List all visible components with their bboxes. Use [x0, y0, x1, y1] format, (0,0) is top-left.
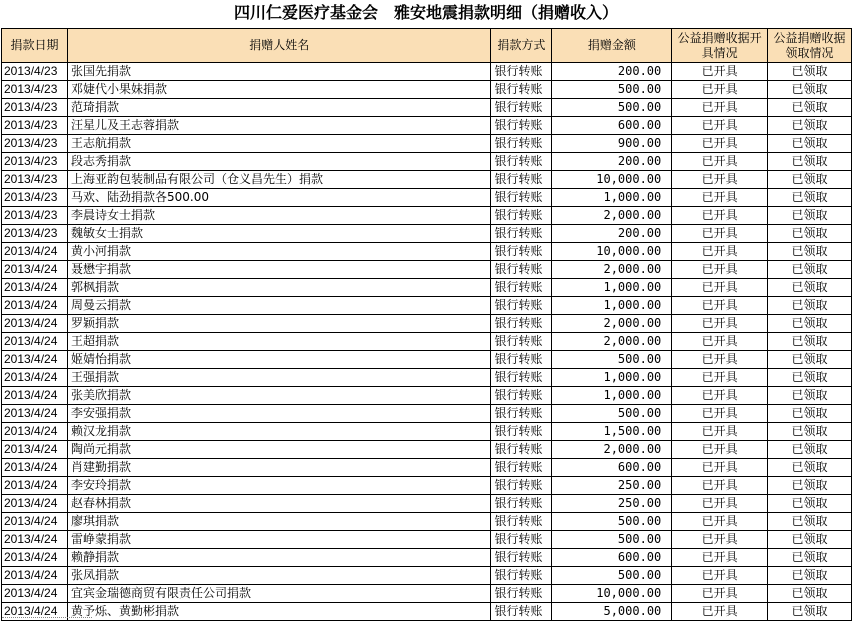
receipt-collected-cell[interactable]: 已领取: [768, 225, 852, 243]
table-row[interactable]: [2, 405, 852, 423]
donation-method-cell[interactable]: 银行转账: [491, 477, 552, 495]
donor-name-cell[interactable]: 罗颖捐款: [67, 315, 490, 333]
donation-method-cell[interactable]: 银行转账: [491, 603, 552, 621]
table-row[interactable]: [2, 423, 852, 441]
donation-method-cell[interactable]: 银行转账: [491, 117, 552, 135]
amount-cell[interactable]: 500.00: [552, 81, 672, 99]
amount-cell[interactable]: 500.00: [552, 513, 672, 531]
table-row[interactable]: [2, 153, 852, 171]
receipt-collected-cell[interactable]: 已领取: [768, 171, 852, 189]
receipt-issued-cell[interactable]: 已开具: [672, 135, 768, 153]
table-row[interactable]: [2, 81, 852, 99]
amount-cell[interactable]: 500.00: [552, 351, 672, 369]
column-header-method[interactable]: 捐款方式: [491, 29, 552, 63]
receipt-issued-cell[interactable]: 已开具: [672, 171, 768, 189]
donation-date-cell[interactable]: 2013/4/24: [2, 531, 68, 549]
donation-method-cell[interactable]: 银行转账: [491, 549, 552, 567]
donation-date-cell[interactable]: 2013/4/24: [2, 513, 68, 531]
donor-name-cell[interactable]: 赖汉龙捐款: [67, 423, 490, 441]
donor-name-cell[interactable]: 王超捐款: [67, 333, 490, 351]
table-row[interactable]: [2, 585, 852, 603]
receipt-issued-cell[interactable]: 已开具: [672, 243, 768, 261]
amount-cell[interactable]: 2,000.00: [552, 333, 672, 351]
donation-method-cell[interactable]: 银行转账: [491, 243, 552, 261]
donation-date-cell[interactable]: 2013/4/23: [2, 99, 68, 117]
table-row[interactable]: [2, 495, 852, 513]
amount-cell[interactable]: 600.00: [552, 549, 672, 567]
receipt-issued-cell[interactable]: 已开具: [672, 189, 768, 207]
receipt-issued-cell[interactable]: 已开具: [672, 369, 768, 387]
donor-name-cell[interactable]: 上海亚韵包装制品有限公司（仓义昌先生）捐款: [67, 171, 490, 189]
donation-method-cell[interactable]: 银行转账: [491, 315, 552, 333]
donation-date-cell[interactable]: 2013/4/24: [2, 567, 68, 585]
receipt-collected-cell[interactable]: 已领取: [768, 441, 852, 459]
table-row[interactable]: [2, 117, 852, 135]
donation-table: [1, 28, 852, 621]
amount-cell[interactable]: 500.00: [552, 567, 672, 585]
donation-date-cell[interactable]: 2013/4/24: [2, 441, 68, 459]
receipt-issued-cell[interactable]: 已开具: [672, 351, 768, 369]
donor-name-cell[interactable]: 雷峥蒙捐款: [67, 531, 490, 549]
donation-method-cell[interactable]: 银行转账: [491, 297, 552, 315]
column-header-date[interactable]: 捐款日期: [2, 29, 68, 63]
amount-cell[interactable]: 10,000.00: [552, 243, 672, 261]
donation-date-cell[interactable]: 2013/4/24: [2, 423, 68, 441]
donation-method-cell[interactable]: 银行转账: [491, 495, 552, 513]
receipt-collected-cell[interactable]: 已领取: [768, 279, 852, 297]
donation-date-cell[interactable]: 2013/4/23: [2, 63, 68, 81]
donation-method-cell[interactable]: 银行转账: [491, 585, 552, 603]
donation-method-cell[interactable]: 银行转账: [491, 351, 552, 369]
receipt-issued-cell[interactable]: 已开具: [672, 279, 768, 297]
donation-date-cell[interactable]: 2013/4/24: [2, 405, 68, 423]
table-row[interactable]: [2, 135, 852, 153]
receipt-issued-cell[interactable]: 已开具: [672, 153, 768, 171]
amount-cell[interactable]: 250.00: [552, 477, 672, 495]
table-row[interactable]: [2, 531, 852, 549]
amount-cell[interactable]: 2,000.00: [552, 261, 672, 279]
donation-date-cell[interactable]: 2013/4/23: [2, 225, 68, 243]
receipt-collected-cell[interactable]: 已领取: [768, 81, 852, 99]
donation-method-cell[interactable]: 银行转账: [491, 225, 552, 243]
donation-method-cell[interactable]: 银行转账: [491, 153, 552, 171]
amount-cell[interactable]: 900.00: [552, 135, 672, 153]
donation-method-cell[interactable]: 银行转账: [491, 261, 552, 279]
table-row[interactable]: [2, 549, 852, 567]
page-title: 四川仁爱医疗基金会 雅安地震捐款明细（捐赠收入）: [233, 3, 618, 22]
donation-date-cell[interactable]: 2013/4/24: [2, 585, 68, 603]
receipt-collected-cell[interactable]: 已领取: [768, 189, 852, 207]
amount-cell[interactable]: 200.00: [552, 63, 672, 81]
donation-method-cell[interactable]: 银行转账: [491, 531, 552, 549]
donor-name-cell[interactable]: 黄小河捐款: [67, 243, 490, 261]
receipt-collected-cell[interactable]: 已领取: [768, 117, 852, 135]
column-header-receipt-collected[interactable]: 公益捐赠收据领取情况: [768, 29, 852, 63]
receipt-collected-cell[interactable]: 已领取: [768, 513, 852, 531]
receipt-collected-cell[interactable]: 已领取: [768, 459, 852, 477]
donor-name-cell[interactable]: 张凤捐款: [67, 567, 490, 585]
amount-cell[interactable]: 10,000.00: [552, 171, 672, 189]
receipt-issued-cell[interactable]: 已开具: [672, 261, 768, 279]
receipt-issued-cell[interactable]: 已开具: [672, 549, 768, 567]
receipt-issued-cell[interactable]: 已开具: [672, 81, 768, 99]
donation-method-cell[interactable]: 银行转账: [491, 405, 552, 423]
donor-name-cell[interactable]: 魏敏女士捐款: [67, 225, 490, 243]
table-row[interactable]: [2, 189, 852, 207]
amount-cell[interactable]: 1,000.00: [552, 279, 672, 297]
receipt-issued-cell[interactable]: 已开具: [672, 531, 768, 549]
donation-date-cell[interactable]: 2013/4/24: [2, 261, 68, 279]
receipt-collected-cell[interactable]: 已领取: [768, 315, 852, 333]
receipt-collected-cell[interactable]: 已领取: [768, 477, 852, 495]
amount-cell[interactable]: 500.00: [552, 99, 672, 117]
amount-cell[interactable]: 2,000.00: [552, 315, 672, 333]
donor-name-cell[interactable]: 范琦捐款: [67, 99, 490, 117]
donation-date-cell[interactable]: 2013/4/24: [2, 549, 68, 567]
donation-date-cell[interactable]: 2013/4/23: [2, 171, 68, 189]
donor-name-cell[interactable]: 周曼云捐款: [67, 297, 490, 315]
receipt-collected-cell[interactable]: 已领取: [768, 405, 852, 423]
receipt-issued-cell[interactable]: 已开具: [672, 405, 768, 423]
receipt-collected-cell[interactable]: 已领取: [768, 135, 852, 153]
receipt-collected-cell[interactable]: 已领取: [768, 153, 852, 171]
receipt-issued-cell[interactable]: 已开具: [672, 297, 768, 315]
donation-date-cell[interactable]: 2013/4/24: [2, 495, 68, 513]
donation-date-cell[interactable]: 2013/4/23: [2, 189, 68, 207]
donor-name-cell[interactable]: 赖静捐款: [67, 549, 490, 567]
table-row[interactable]: [2, 243, 852, 261]
receipt-issued-cell[interactable]: 已开具: [672, 477, 768, 495]
donor-name-cell[interactable]: 马欢、陆劲捐款各500.00: [67, 189, 490, 207]
table-row[interactable]: [2, 63, 852, 81]
donation-date-cell[interactable]: 2013/4/23: [2, 117, 68, 135]
amount-cell[interactable]: 1,000.00: [552, 297, 672, 315]
donation-date-cell[interactable]: 2013/4/23: [2, 207, 68, 225]
table-row[interactable]: [2, 99, 852, 117]
donor-name-cell[interactable]: 王志航捐款: [67, 135, 490, 153]
table-row[interactable]: [2, 513, 852, 531]
table-row[interactable]: [2, 297, 852, 315]
donation-method-cell[interactable]: 银行转账: [491, 567, 552, 585]
amount-cell[interactable]: 500.00: [552, 405, 672, 423]
receipt-collected-cell[interactable]: 已领取: [768, 333, 852, 351]
amount-cell[interactable]: 1,000.00: [552, 369, 672, 387]
receipt-collected-cell[interactable]: 已领取: [768, 387, 852, 405]
receipt-collected-cell[interactable]: 已领取: [768, 63, 852, 81]
table-row[interactable]: [2, 459, 852, 477]
table-row[interactable]: [2, 477, 852, 495]
donation-date-cell[interactable]: 2013/4/24: [2, 243, 68, 261]
amount-cell[interactable]: 600.00: [552, 459, 672, 477]
receipt-collected-cell[interactable]: 已领取: [768, 369, 852, 387]
donation-method-cell[interactable]: 银行转账: [491, 333, 552, 351]
amount-cell[interactable]: 1,500.00: [552, 423, 672, 441]
table-row[interactable]: [2, 207, 852, 225]
receipt-issued-cell[interactable]: 已开具: [672, 387, 768, 405]
donation-method-cell[interactable]: 银行转账: [491, 171, 552, 189]
table-row[interactable]: [2, 369, 852, 387]
donation-method-cell[interactable]: 银行转账: [491, 207, 552, 225]
table-row[interactable]: [2, 315, 852, 333]
amount-cell[interactable]: 500.00: [552, 531, 672, 549]
receipt-collected-cell[interactable]: 已领取: [768, 99, 852, 117]
receipt-collected-cell[interactable]: 已领取: [768, 585, 852, 603]
receipt-collected-cell[interactable]: 已领取: [768, 351, 852, 369]
table-row[interactable]: [2, 261, 852, 279]
receipt-issued-cell[interactable]: 已开具: [672, 63, 768, 81]
receipt-issued-cell[interactable]: 已开具: [672, 225, 768, 243]
donation-date-cell[interactable]: 2013/4/24: [2, 297, 68, 315]
donation-method-cell[interactable]: 银行转账: [491, 459, 552, 477]
donor-name-cell[interactable]: 张国先捐款: [67, 63, 490, 81]
donor-name-cell[interactable]: 陶尚元捐款: [67, 441, 490, 459]
donation-date-cell[interactable]: 2013/4/24: [2, 459, 68, 477]
donor-name-cell[interactable]: 赵春林捐款: [67, 495, 490, 513]
donation-date-cell[interactable]: 2013/4/24: [2, 351, 68, 369]
receipt-issued-cell[interactable]: 已开具: [672, 333, 768, 351]
amount-cell[interactable]: 5,000.00: [552, 603, 672, 621]
receipt-issued-cell[interactable]: 已开具: [672, 585, 768, 603]
amount-cell[interactable]: 200.00: [552, 153, 672, 171]
donation-date-cell[interactable]: 2013/4/24: [2, 369, 68, 387]
donor-name-cell[interactable]: 聂懋宇捐款: [67, 261, 490, 279]
column-header-receipt-issued[interactable]: 公益捐赠收据开具情况: [672, 29, 768, 63]
donor-name-cell[interactable]: 李晨诗女士捐款: [67, 207, 490, 225]
table-row[interactable]: [2, 567, 852, 585]
donor-name-cell[interactable]: 段志秀捐款: [67, 153, 490, 171]
donor-name-cell[interactable]: 宜宾金瑞德商贸有限责任公司捐款: [67, 585, 490, 603]
donation-date-cell[interactable]: 2013/4/24: [2, 477, 68, 495]
donation-method-cell[interactable]: 银行转账: [491, 387, 552, 405]
table-row[interactable]: [2, 441, 852, 459]
receipt-issued-cell[interactable]: 已开具: [672, 315, 768, 333]
receipt-collected-cell[interactable]: 已领取: [768, 495, 852, 513]
donation-method-cell[interactable]: 银行转账: [491, 369, 552, 387]
donation-method-cell[interactable]: 银行转账: [491, 81, 552, 99]
donation-method-cell[interactable]: 银行转账: [491, 63, 552, 81]
amount-cell[interactable]: 1,000.00: [552, 189, 672, 207]
amount-cell[interactable]: 10,000.00: [552, 585, 672, 603]
receipt-issued-cell[interactable]: 已开具: [672, 441, 768, 459]
amount-cell[interactable]: 250.00: [552, 495, 672, 513]
table-row[interactable]: [2, 351, 852, 369]
donor-name-cell[interactable]: 廖琪捐款: [67, 513, 490, 531]
donor-name-cell[interactable]: 姬婧怡捐款: [67, 351, 490, 369]
receipt-issued-cell[interactable]: 已开具: [672, 567, 768, 585]
receipt-collected-cell[interactable]: 已领取: [768, 207, 852, 225]
donation-method-cell[interactable]: 银行转账: [491, 279, 552, 297]
table-row[interactable]: [2, 603, 852, 621]
table-row[interactable]: [2, 279, 852, 297]
column-header-donor-name[interactable]: 捐赠人姓名: [67, 29, 490, 63]
receipt-collected-cell[interactable]: 已领取: [768, 603, 852, 621]
header-row: [2, 29, 852, 63]
receipt-issued-cell[interactable]: 已开具: [672, 99, 768, 117]
receipt-collected-cell[interactable]: 已领取: [768, 549, 852, 567]
donor-name-cell[interactable]: 郭枫捐款: [67, 279, 490, 297]
donation-method-cell[interactable]: 银行转账: [491, 513, 552, 531]
donation-method-cell[interactable]: 银行转账: [491, 99, 552, 117]
receipt-collected-cell[interactable]: 已领取: [768, 243, 852, 261]
donation-date-cell[interactable]: 2013/4/23: [2, 135, 68, 153]
receipt-collected-cell[interactable]: 已领取: [768, 567, 852, 585]
table-row[interactable]: [2, 333, 852, 351]
receipt-collected-cell[interactable]: 已领取: [768, 423, 852, 441]
donor-name-cell[interactable]: 李安玲捐款: [67, 477, 490, 495]
donor-name-cell[interactable]: 黄予烁、黄勤彬捐款: [67, 603, 490, 621]
donation-date-cell[interactable]: 2013/4/23: [2, 153, 68, 171]
amount-cell[interactable]: 2,000.00: [552, 441, 672, 459]
donation-date-cell[interactable]: 2013/4/24: [2, 333, 68, 351]
column-header-amount[interactable]: 捐赠金额: [552, 29, 672, 63]
receipt-collected-cell[interactable]: 已领取: [768, 261, 852, 279]
donation-method-cell[interactable]: 银行转账: [491, 441, 552, 459]
donation-method-cell[interactable]: 银行转账: [491, 135, 552, 153]
amount-cell[interactable]: 2,000.00: [552, 207, 672, 225]
donation-method-cell[interactable]: 银行转账: [491, 423, 552, 441]
donation-date-cell[interactable]: 2013/4/23: [2, 81, 68, 99]
donor-name-cell[interactable]: 李安强捐款: [67, 405, 490, 423]
amount-cell[interactable]: 200.00: [552, 225, 672, 243]
donation-date-cell[interactable]: 2013/4/24: [2, 279, 68, 297]
receipt-collected-cell[interactable]: 已领取: [768, 297, 852, 315]
receipt-issued-cell[interactable]: 已开具: [672, 459, 768, 477]
table-row[interactable]: [2, 171, 852, 189]
donation-date-cell[interactable]: 2013/4/24: [2, 315, 68, 333]
donation-method-cell[interactable]: 银行转账: [491, 189, 552, 207]
donor-name-cell[interactable]: 汪星儿及王志蓉捐款: [67, 117, 490, 135]
table-row[interactable]: [2, 387, 852, 405]
next-row-fragment: [2, 617, 92, 622]
amount-cell[interactable]: 600.00: [552, 117, 672, 135]
receipt-issued-cell[interactable]: 已开具: [672, 117, 768, 135]
donor-name-cell[interactable]: 肖建勤捐款: [67, 459, 490, 477]
donor-name-cell[interactable]: 张美欣捐款: [67, 387, 490, 405]
donor-name-cell[interactable]: 王强捐款: [67, 369, 490, 387]
receipt-issued-cell[interactable]: 已开具: [672, 423, 768, 441]
receipt-collected-cell[interactable]: 已领取: [768, 531, 852, 549]
donation-date-cell[interactable]: 2013/4/24: [2, 387, 68, 405]
receipt-issued-cell[interactable]: 已开具: [672, 603, 768, 621]
receipt-issued-cell[interactable]: 已开具: [672, 513, 768, 531]
donation-date-cell[interactable]: 2013/4/24: [2, 603, 68, 621]
donor-name-cell[interactable]: 邓婕代小果妹捐款: [67, 81, 490, 99]
amount-cell[interactable]: 1,000.00: [552, 387, 672, 405]
receipt-issued-cell[interactable]: 已开具: [672, 207, 768, 225]
table-row[interactable]: [2, 225, 852, 243]
receipt-issued-cell[interactable]: 已开具: [672, 495, 768, 513]
